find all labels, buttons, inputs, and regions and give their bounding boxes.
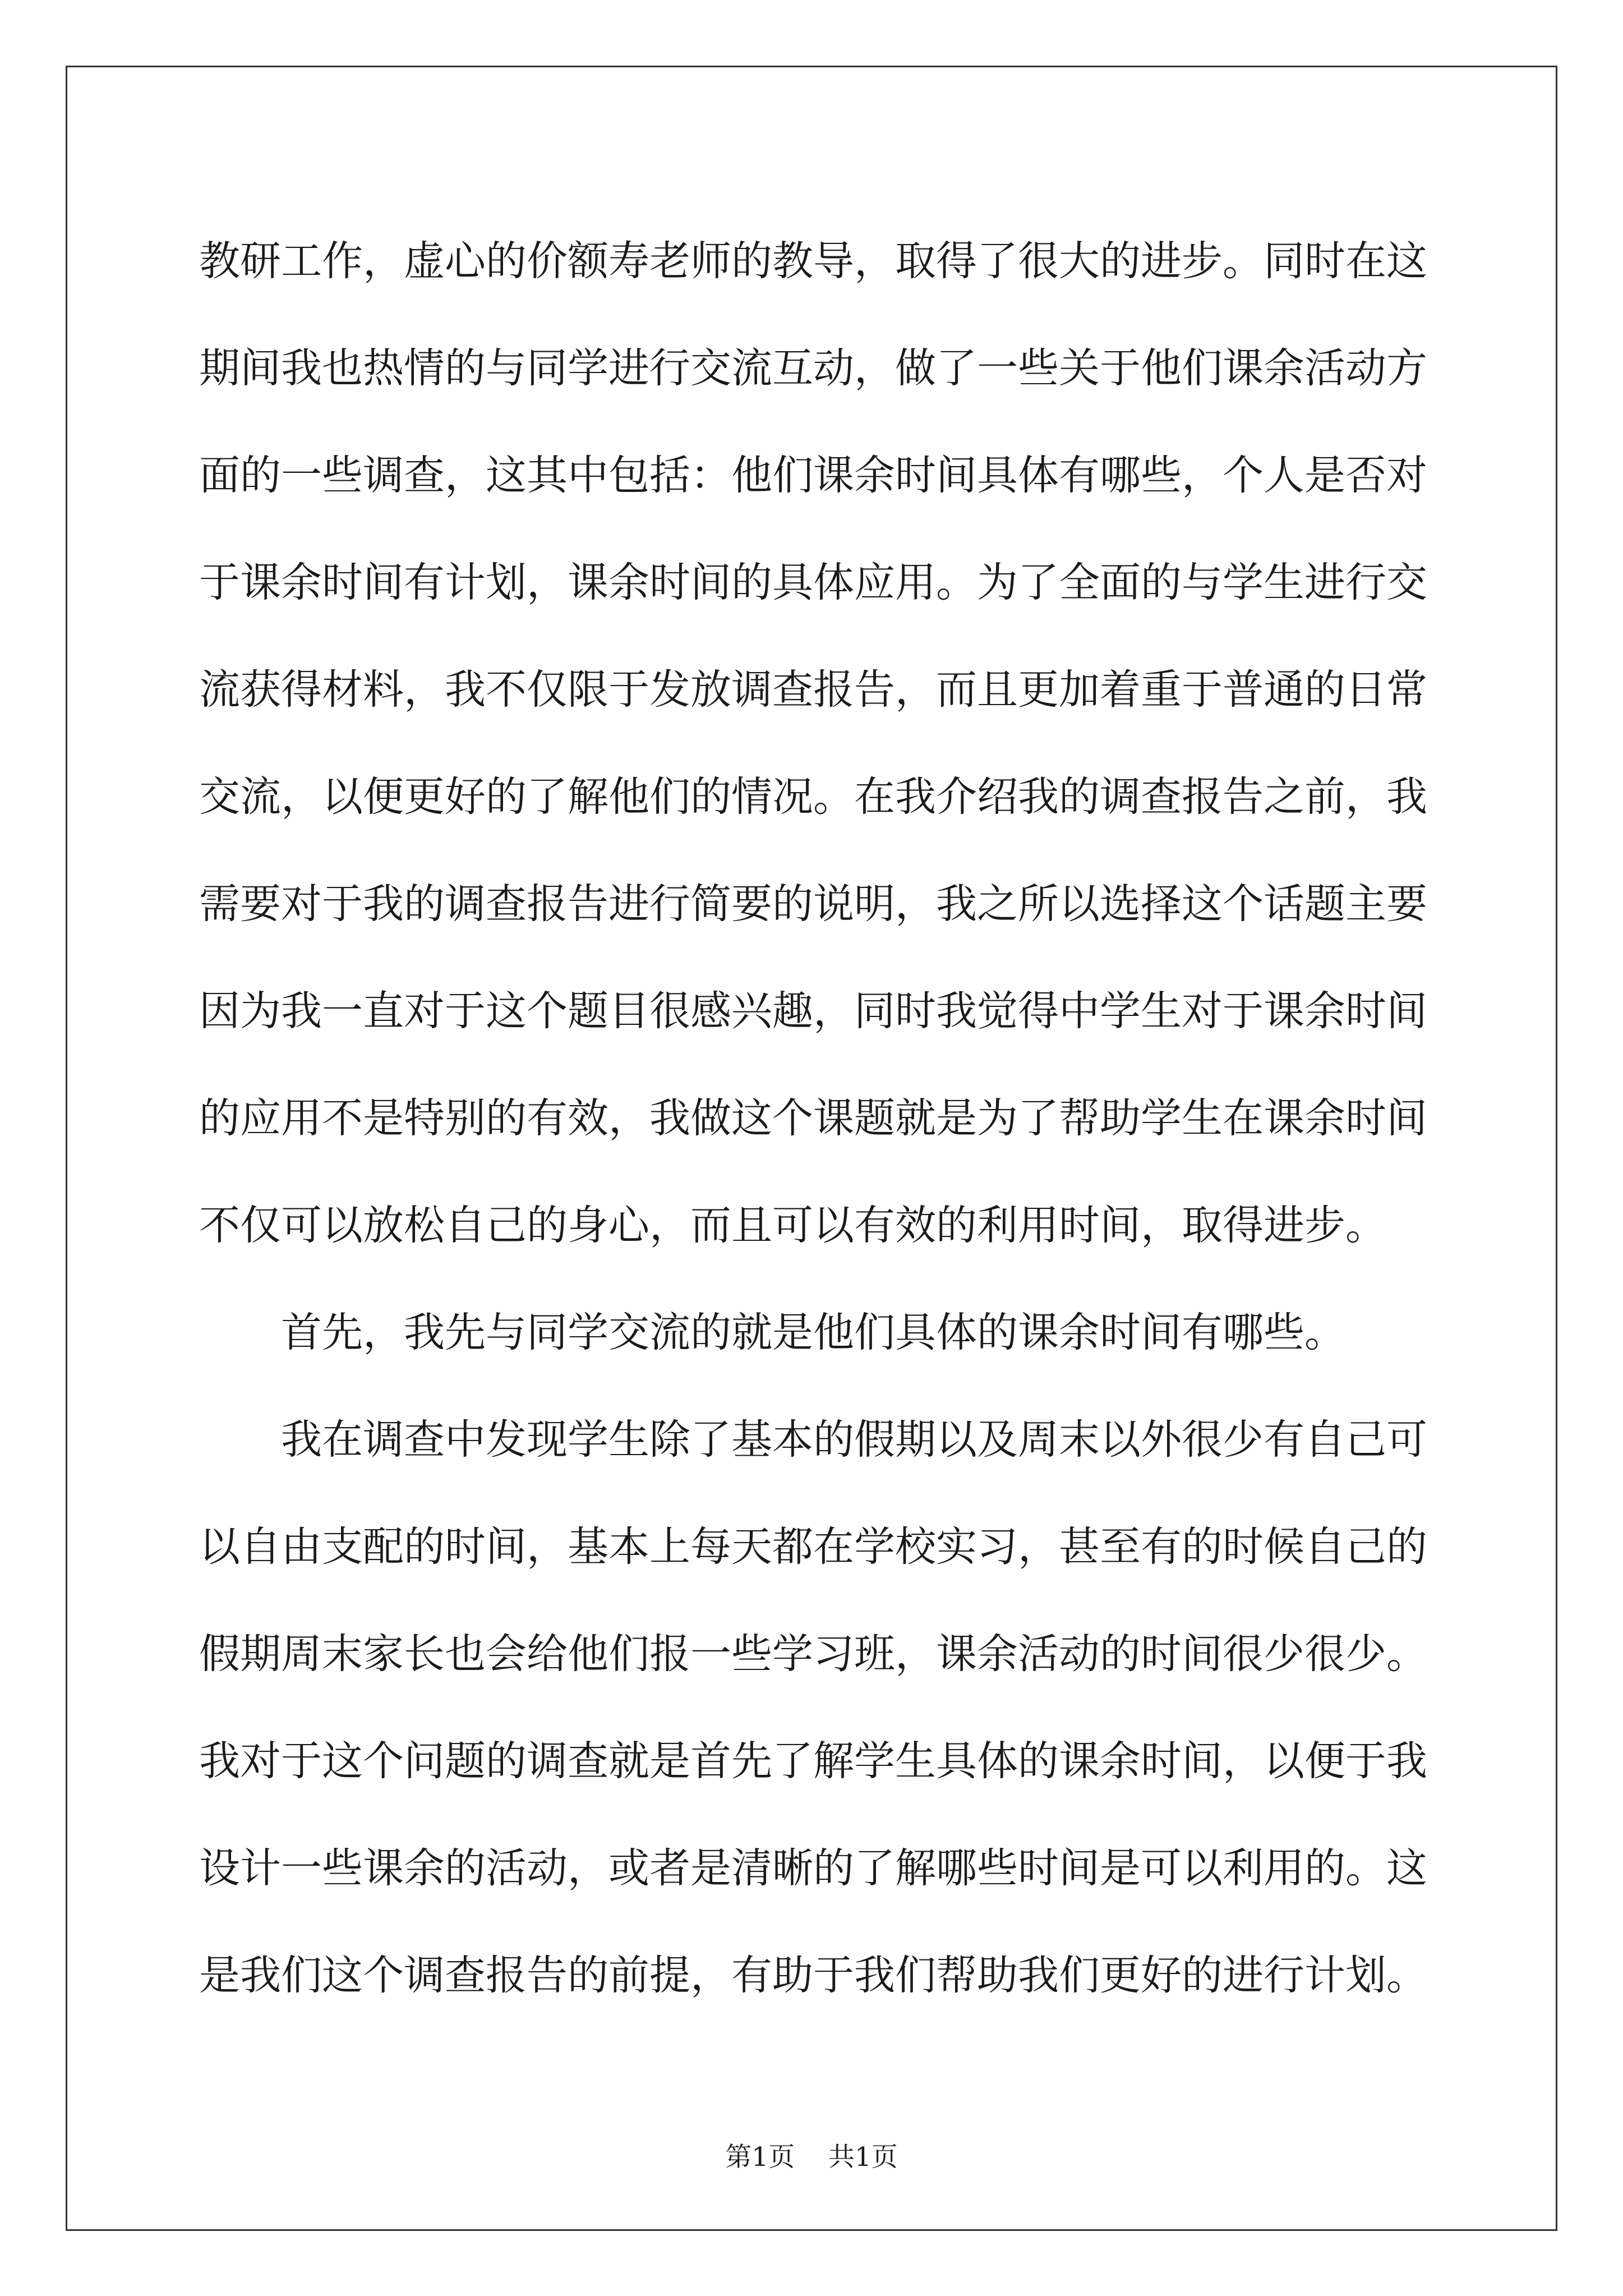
page-number: 第1页: [725, 2142, 795, 2173]
text-line: 交流，以便更好的了解他们的情况。在我介绍我的调查报告之前，我: [199, 773, 1427, 821]
text-line: 我对于这个问题的调查就是首先了解学生具体的课余时间，以便于我: [199, 1737, 1427, 1785]
text-line: 于课余时间有计划，课余时间的具体应用。为了全面的与学生进行交: [199, 559, 1427, 606]
text-line: 设计一些课余的活动，或者是清晰的了解哪些时间是可以利用的。这: [199, 1844, 1427, 1892]
text-line: 期间我也热情的与同学进行交流互动，做了一些关于他们课余活动方: [199, 344, 1427, 392]
text-line: 需要对于我的调查报告进行简要的说明，我之所以选择这个话题主要: [199, 880, 1427, 928]
text-line: 假期周末家长也会给他们报一些学习班，课余活动的时间很少很少。: [199, 1630, 1427, 1678]
text-line: 面的一些调查，这其中包括：他们课余时间具体有哪些，个人是否对: [199, 452, 1427, 499]
text-line: 因为我一直对于这个题目很感兴趣，同时我觉得中学生对于课余时间: [199, 987, 1427, 1035]
text-line: 是我们这个调查报告的前提，有助于我们帮助我们更好的进行计划。: [199, 1952, 1427, 1999]
text-line: 的应用不是特别的有效，我做这个课题就是为了帮助学生在课余时间: [199, 1094, 1427, 1142]
text-line: 不仅可以放松自己的身心，而且可以有效的利用时间，取得进步。: [199, 1202, 1386, 1249]
text-line: 首先，我先与同学交流的就是他们具体的课余时间有哪些。: [281, 1309, 1345, 1356]
page-footer: [0, 2136, 1623, 2174]
document-body: [199, 208, 1427, 2029]
text-line: 我在调查中发现学生除了基本的假期以及周末以外很少有自己可: [281, 1416, 1427, 1464]
page-total: 共1页: [828, 2142, 898, 2173]
text-line: 以自由支配的时间，基本上每天都在学校实习，甚至有的时候自己的: [199, 1523, 1427, 1571]
text-line: 流获得材料，我不仅限于发放调查报告，而且更加着重于普通的日常: [199, 666, 1427, 714]
text-line: 教研工作，虚心的价额寿老师的教导，取得了很大的进步。同时在这: [199, 237, 1427, 285]
